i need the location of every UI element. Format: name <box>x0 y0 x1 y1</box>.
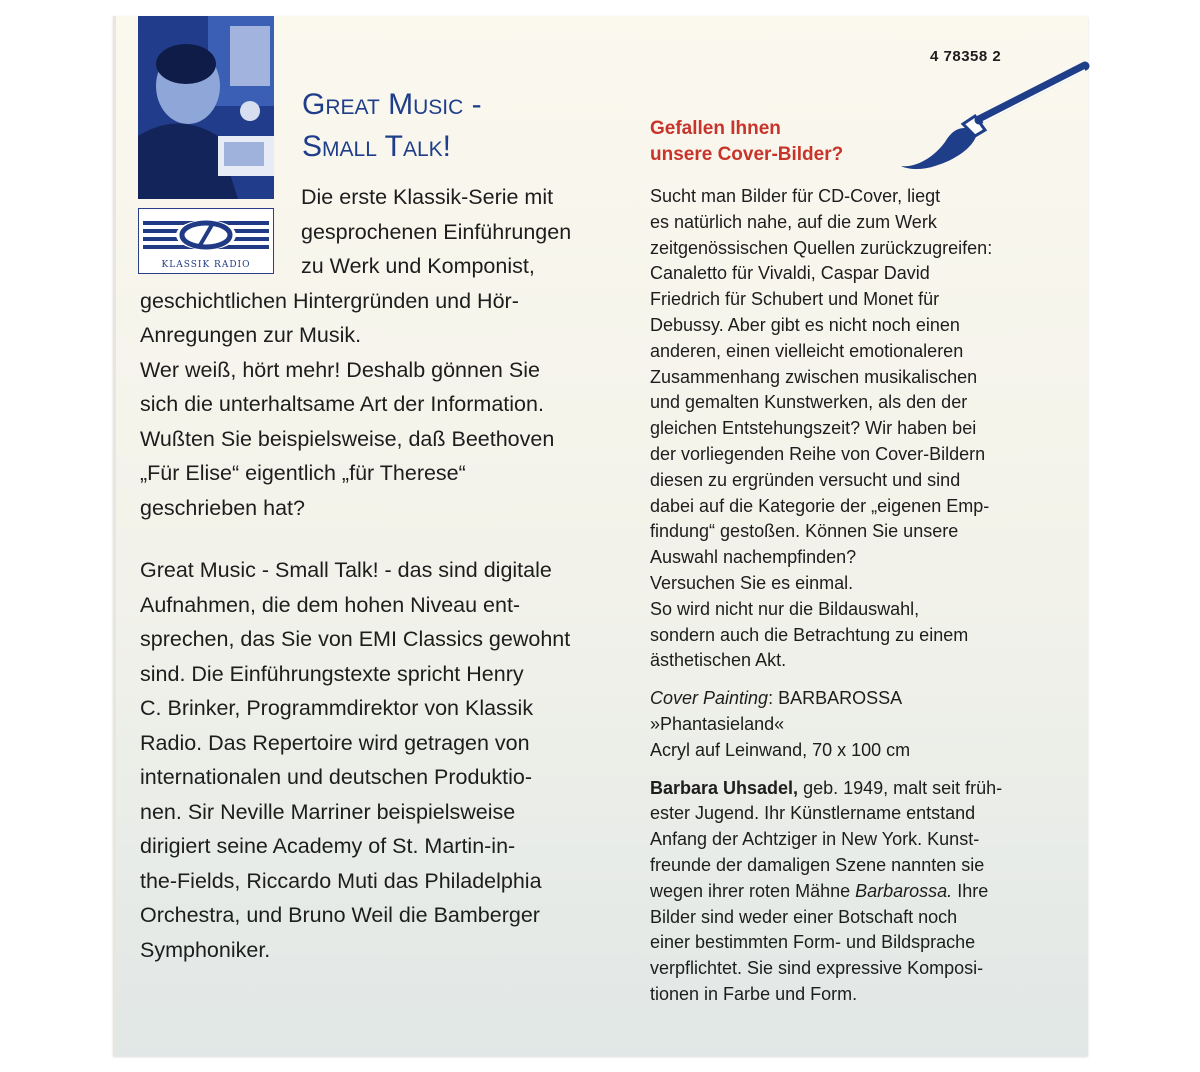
cover-painting-title: : BARBAROSSA <box>768 688 903 709</box>
text-line: diesen zu ergründen versucht und sind <box>650 469 961 490</box>
host-photo-illustration <box>138 16 274 199</box>
text-line: Anregungen zur Musik. <box>140 323 362 347</box>
catalog-number: 4 78358 2 <box>930 48 1002 65</box>
text-line: Aufnahmen, die dem hohen Niveau ent- <box>140 592 521 617</box>
text-line: zeitgenössischen Quellen zurückzugreifen: <box>650 237 993 258</box>
text-line: Bilder sind weder einer Botschaft noch <box>650 906 958 927</box>
text-line: Zusammenhang zwischen musikalischen <box>650 366 978 387</box>
text-line: Anfang der Achtziger in New York. Kunst- <box>650 829 980 850</box>
page-edge <box>113 16 116 1056</box>
text-line: es natürlich nahe, auf die zum Werk <box>650 211 937 232</box>
bio-line-rest: geb. 1949, malt seit früh- <box>798 777 1003 798</box>
text-line: „Für Elise“ eigentlich „für Therese“ <box>140 461 466 485</box>
text-line: tionen in Farbe und Form. <box>650 983 858 1004</box>
text-line: internationalen und deutschen Produktio- <box>140 765 533 789</box>
text-line: und gemalten Kunstwerken, als den der <box>650 392 968 413</box>
text-line: ästhetischen Akt. <box>650 650 787 671</box>
text-line: Radio. Das Repertoire wird getragen von <box>140 730 530 755</box>
left-column-text <box>140 180 620 967</box>
text-line: the-Fields, Riccardo Muti das Philadelphia <box>140 868 542 893</box>
cover-painting-name: »Phantasieland« <box>650 713 785 734</box>
text-line: verpflichtet. Sie sind expressive Komposi- <box>650 958 984 979</box>
text-line: anderen, einen vielleicht emotionaleren <box>650 340 964 361</box>
bio-line <box>650 879 1070 905</box>
text-line: Orchestra, und Bruno Weil die Bamberger <box>140 903 540 927</box>
cover-painting-line <box>650 686 1070 712</box>
text-line: Die erste Klassik-Serie mit <box>301 185 554 209</box>
host-photo <box>138 16 274 199</box>
text-line: dirigiert seine Academy of St. Martin-in- <box>140 834 516 858</box>
text-line: Debussy. Aber gibt es nicht noch einen <box>650 314 960 335</box>
title-line-2: Small Talk! <box>302 130 452 163</box>
text-line: gesprochenen Einführungen <box>301 219 572 244</box>
text-line: Canaletto für Vivaldi, Caspar David <box>650 263 930 284</box>
bio-line-em: Barbarossa. <box>855 880 953 901</box>
logo-label: KLASSIK RADIO <box>161 260 251 270</box>
text-line: Great Music - Small Talk! - das sind digitale <box>140 558 552 582</box>
text-line: zu Werk und Komponist, <box>301 254 535 278</box>
text-line: findung“ gestoßen. Können Sie unsere <box>650 521 959 542</box>
text-line: So wird nicht nur die Bildauswahl, <box>650 598 920 619</box>
bio-name: Barbara Uhsadel, <box>650 777 799 798</box>
text-line: Sucht man Bilder für CD-Cover, liegt <box>650 186 941 206</box>
text-line: Versuchen Sie es einmal. <box>650 572 854 593</box>
text-line: Wußten Sie beispielsweise, daß Beethoven <box>140 426 555 451</box>
text-line: ester Jugend. Ihr Künstlername entstand <box>650 803 976 824</box>
bio-line-pre: wegen ihrer roten Mähne <box>650 880 856 901</box>
text-line: freunde der damaligen Szene nannten sie <box>650 854 985 875</box>
text-line: Symphoniker. <box>140 937 271 962</box>
bio-line-post: Ihre <box>952 880 989 901</box>
text-line: Auswahl nachempfinden? <box>650 547 857 568</box>
text-line: sprechen, das Sie von EMI Classics gewohnt <box>140 627 571 651</box>
cover-painting-medium: Acryl auf Leinwand, 70 x 100 cm <box>650 739 911 760</box>
cover-painting-label: Cover Painting <box>650 688 769 709</box>
paintbrush-icon <box>895 58 1095 178</box>
cover-heading-line-1: Gefallen Ihnen <box>650 118 781 139</box>
text-line: Wer weiß, hört mehr! Deshalb gönnen Sie <box>140 357 540 382</box>
text-line: gleichen Entstehungszeit? Wir haben bei <box>650 418 977 439</box>
right-column-text <box>650 184 1070 1008</box>
text-line: sind. Die Einführungstexte spricht Henry <box>140 661 524 686</box>
cover-heading <box>650 116 843 168</box>
text-line: der vorliegenden Reihe von Cover-Bildern <box>650 443 986 464</box>
text-line: einer bestimmten Form- und Bildsprache <box>650 932 976 953</box>
text-line: sich die unterhaltsame Art der Information. <box>140 392 544 416</box>
bio-line <box>650 776 1070 802</box>
series-title <box>302 84 482 168</box>
title-line-1: Great Music - <box>302 88 482 121</box>
text-line: geschrieben hat? <box>140 495 305 520</box>
text-line: Friedrich für Schubert und Monet für <box>650 289 940 310</box>
text-line: dabei auf die Kategorie der „eigenen Emp- <box>650 495 990 516</box>
text-line: geschichtlichen Hintergründen und Hör- <box>140 288 519 313</box>
text-line: nen. Sir Neville Marriner beispielsweise <box>140 799 516 824</box>
cover-heading-line-2: unsere Cover-Bilder? <box>650 144 844 165</box>
text-line: C. Brinker, Programmdirektor von Klassik <box>140 696 534 720</box>
text-line: sondern auch die Betrachtung zu einem <box>650 624 969 645</box>
